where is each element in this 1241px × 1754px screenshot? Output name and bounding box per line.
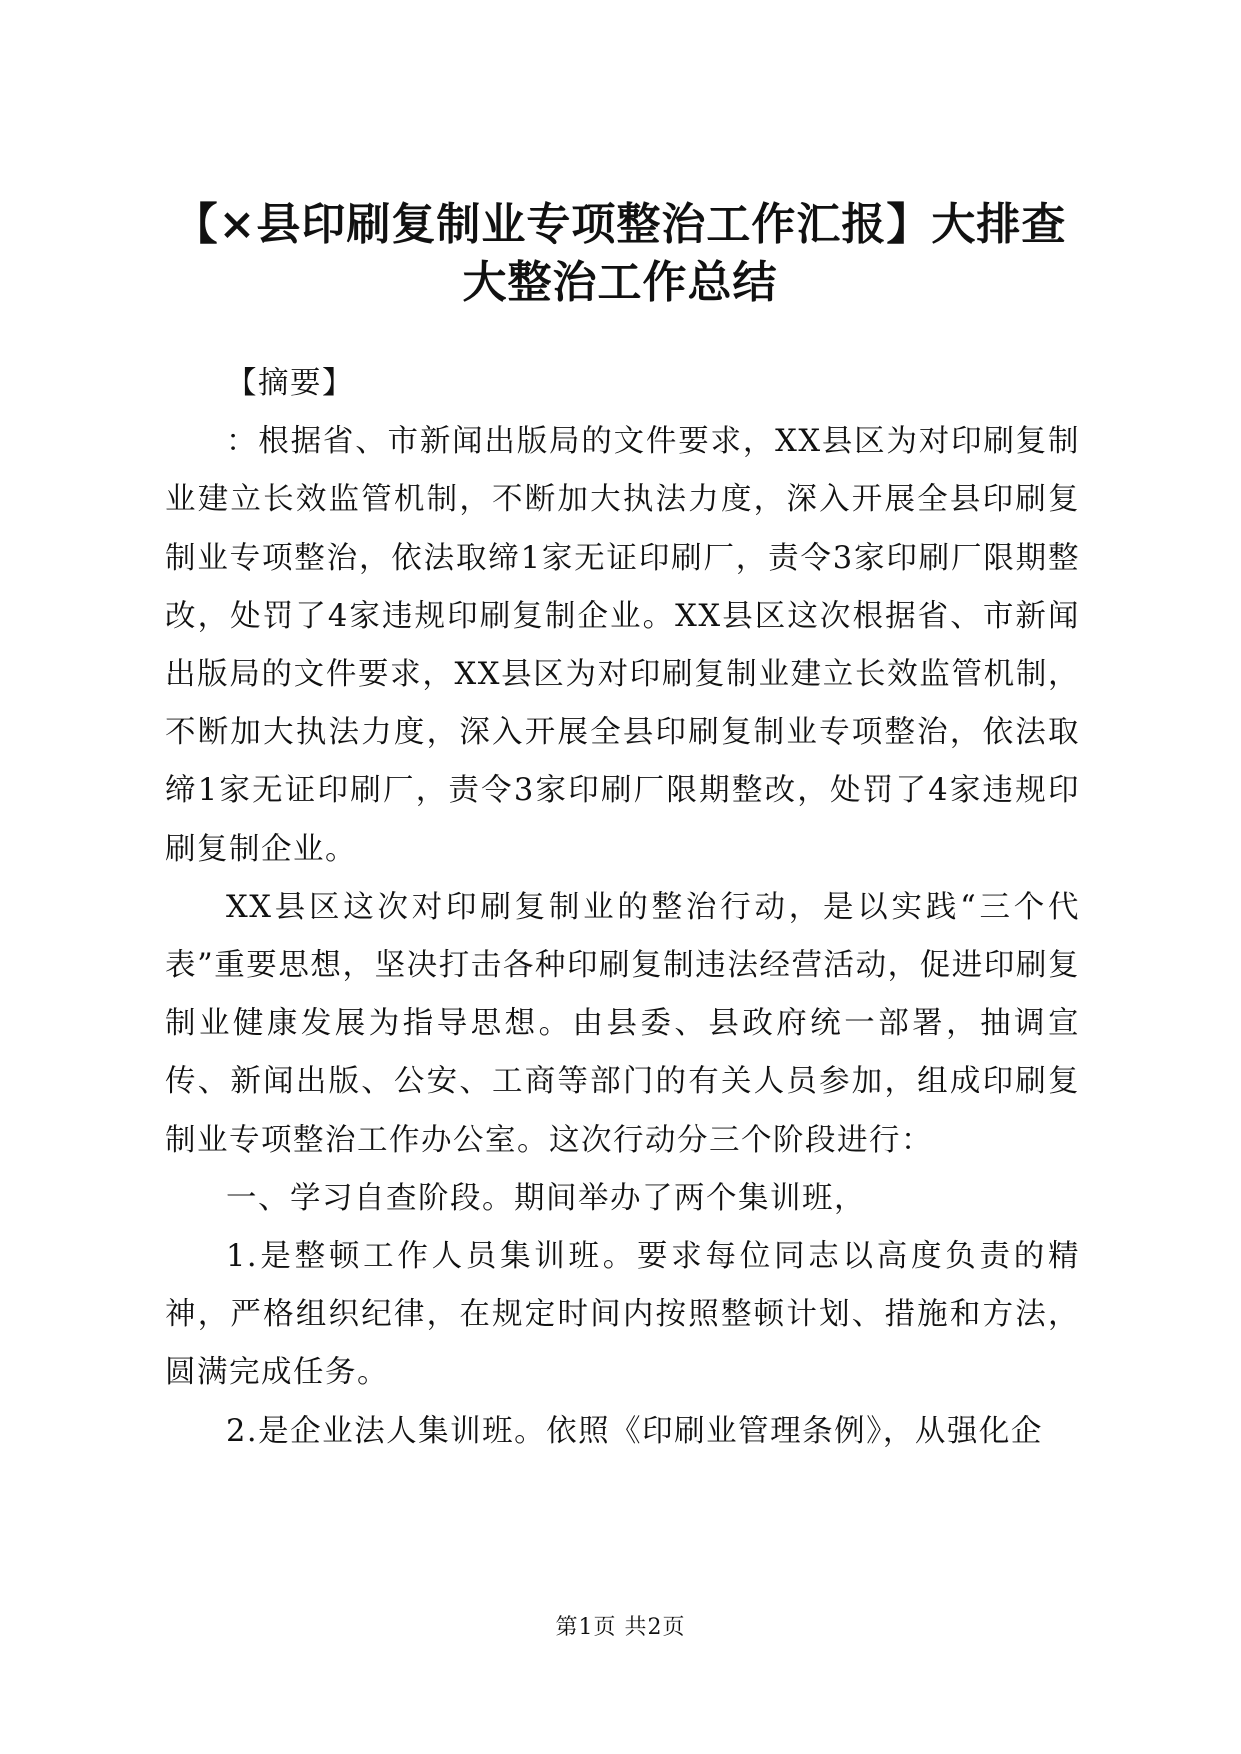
title-line-2: 大整治工作总结 xyxy=(462,257,778,308)
list-item-training-class-1: 1.是整顿工作人员集训班。要求每位同志以高度负责的精神，严格组织纪律，在规定时间内按照整顿计划、措施和方法，圆满完成任务。 xyxy=(165,1239,1080,1391)
section-heading-stage-one: 一、学习自查阶段。期间举办了两个集训班， xyxy=(226,1180,866,1216)
document-title xyxy=(150,196,1090,312)
document-body xyxy=(165,355,1080,1461)
abstract-paragraph: ：根据省、市新闻出版局的文件要求，XX县区为对印刷复制业建立长效监管机制，不断加大执法力度，深入开展全县印刷复制业专项整治，依法取缔1家无证印刷厂，责令3家印刷厂限期整改，处罚了4家违规印刷复制企业。XX县区这次根据省、市新闻出版局的文件要求，XX县区为对印刷复制业建立长效监管机制，不断加大执法力度，深入开展全县印刷复制业专项整治，依法取缔1家无证印刷厂，责令3家印刷厂限期整改，处罚了4家违规印刷复制企业。 xyxy=(165,424,1080,867)
title-line-1: 【×县印刷复制业专项整治工作汇报】大排查 xyxy=(173,199,1067,250)
page-footer: 第1页 共2页 xyxy=(555,1615,686,1640)
list-item-training-class-2: 2.是企业法人集训班。依照《印刷业管理条例》，从强化企 xyxy=(226,1413,1043,1449)
body-paragraph-overview: XX县区这次对印刷复制业的整治行动，是以实践“三个代表”重要思想，坚决打击各种印刷复制违法经营活动，促进印刷复制业健康发展为指导思想。由县委、县政府统一部署，抽调宣传、新闻出版、公安、工商等部门的有关人员参加，组成印刷复制业专项整治工作办公室。这次行动分三个阶段进行： xyxy=(165,889,1080,1158)
abstract-label: 【摘要】 xyxy=(226,366,354,401)
